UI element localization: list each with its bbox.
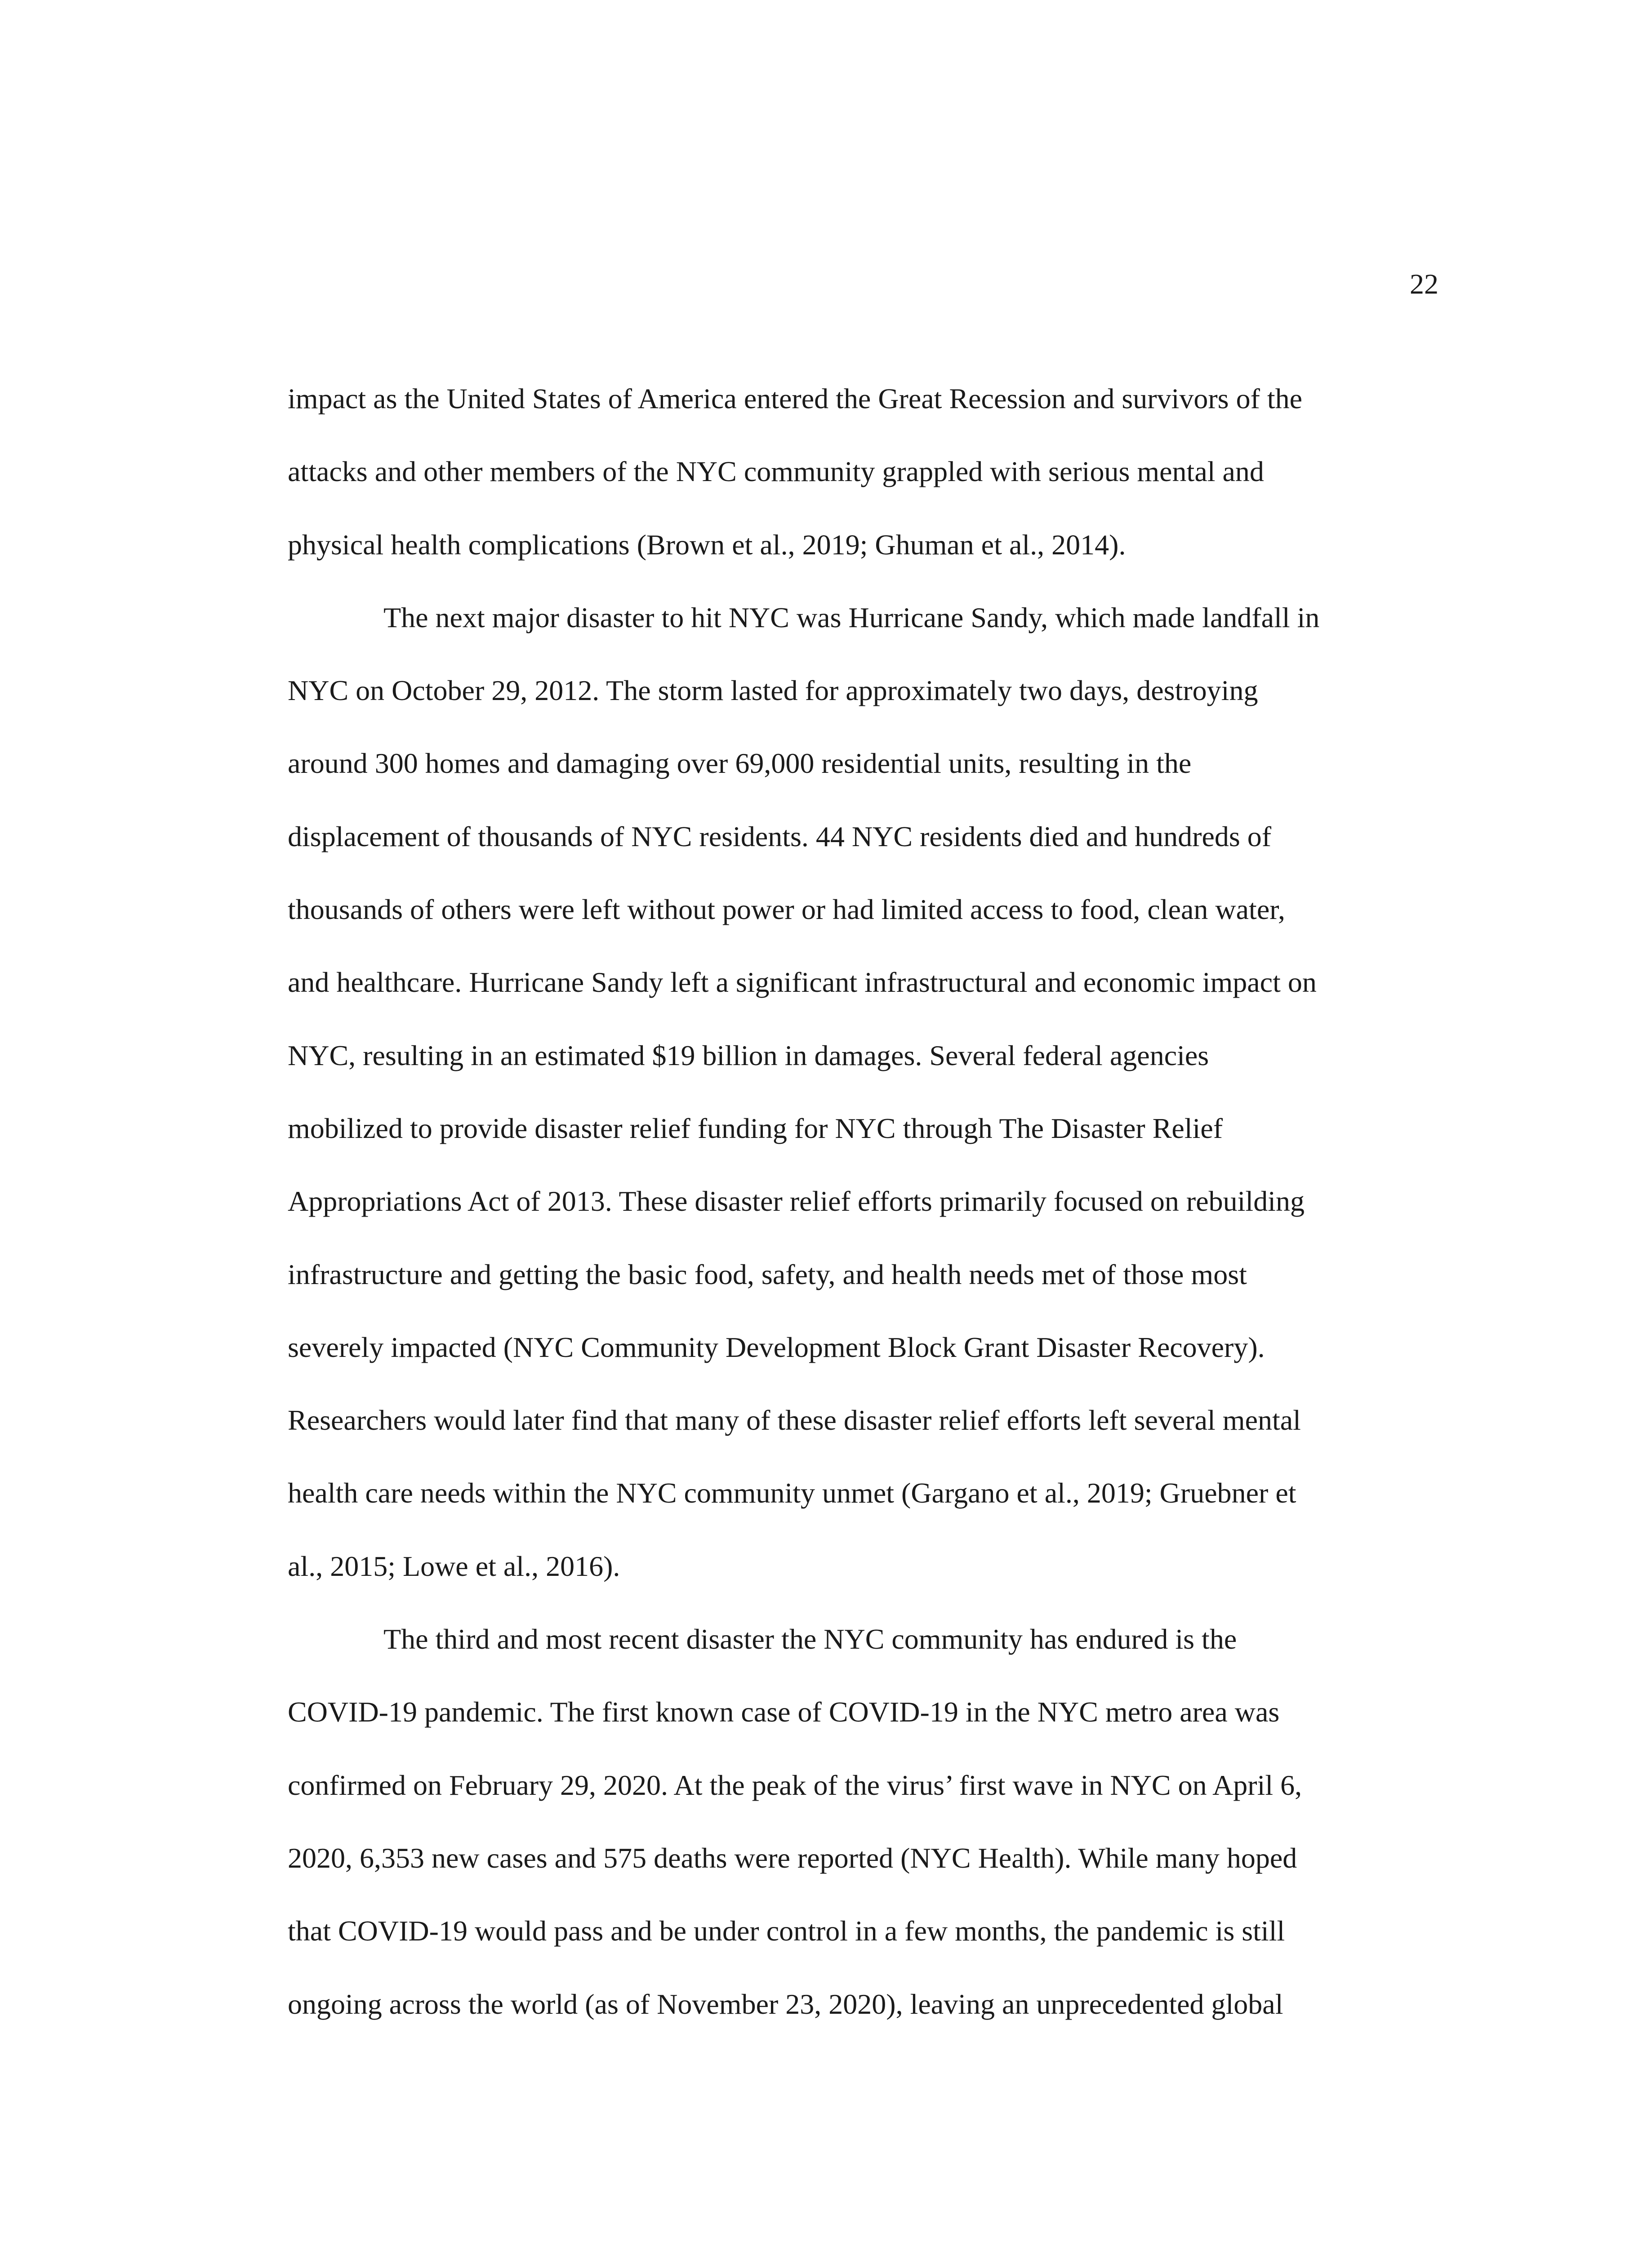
text-line: that COVID-19 would pass and be under control in a few months, the pandemic is still [288,1915,1285,1947]
text-line: 2020, 6,353 new cases and 575 deaths were reported (NYC Health). While many hoped [288,1842,1297,1874]
text-line: NYC, resulting in an estimated $19 billion in damages. Several federal agencies [288,1039,1209,1071]
text-line: NYC on October 29, 2012. The storm lasted for approximately two days, destroying [288,674,1258,707]
text-line: health care needs within the NYC community unmet (Gargano et al., 2019; Gruebner et [288,1477,1296,1509]
text-line: Appropriations Act of 2013. These disaster relief efforts primarily focused on rebuilding [288,1185,1305,1218]
text-line: Researchers would later find that many of these disaster relief efforts left several mental [288,1404,1301,1436]
text-line: impact as the United States of America entered the Great Recession and survivors of the [288,383,1303,415]
text-line: displacement of thousands of NYC residents. 44 NYC residents died and hundreds of [288,820,1272,852]
body-text [288,362,1438,2041]
text-line: thousands of others were left without power or had limited access to food, clean water, [288,893,1285,926]
text-line: ongoing across the world (as of November 23, 2020), leaving an unprecedented global [288,1988,1283,2020]
text-line: confirmed on February 29, 2020. At the peak of the virus’ first wave in NYC on April 6, [288,1769,1302,1801]
text-line: around 300 homes and damaging over 69,000 residential units, resulting in the [288,747,1192,780]
text-line: physical health complications (Brown et al., 2019; Ghuman et al., 2014). [288,528,1126,561]
paragraph-first-line: The third and most recent disaster the NYC community has endured is the [383,1623,1237,1655]
paragraph-first-line: The next major disaster to hit NYC was Hurricane Sandy, which made landfall in [383,601,1320,633]
text-line: and healthcare. Hurricane Sandy left a significant infrastructural and economic impact on [288,966,1317,999]
text-line: mobilized to provide disaster relief funding for NYC through The Disaster Relief [288,1112,1223,1144]
page-number: 22 [1410,268,1438,300]
text-line: COVID-19 pandemic. The first known case of COVID-19 in the NYC metro area was [288,1696,1280,1728]
text-line: infrastructure and getting the basic food, safety, and health needs met of those most [288,1258,1247,1290]
text-line: severely impacted (NYC Community Development Block Grant Disaster Recovery). [288,1331,1265,1363]
text-line: attacks and other members of the NYC community grappled with serious mental and [288,455,1264,488]
text-line: al., 2015; Lowe et al., 2016). [288,1550,620,1582]
